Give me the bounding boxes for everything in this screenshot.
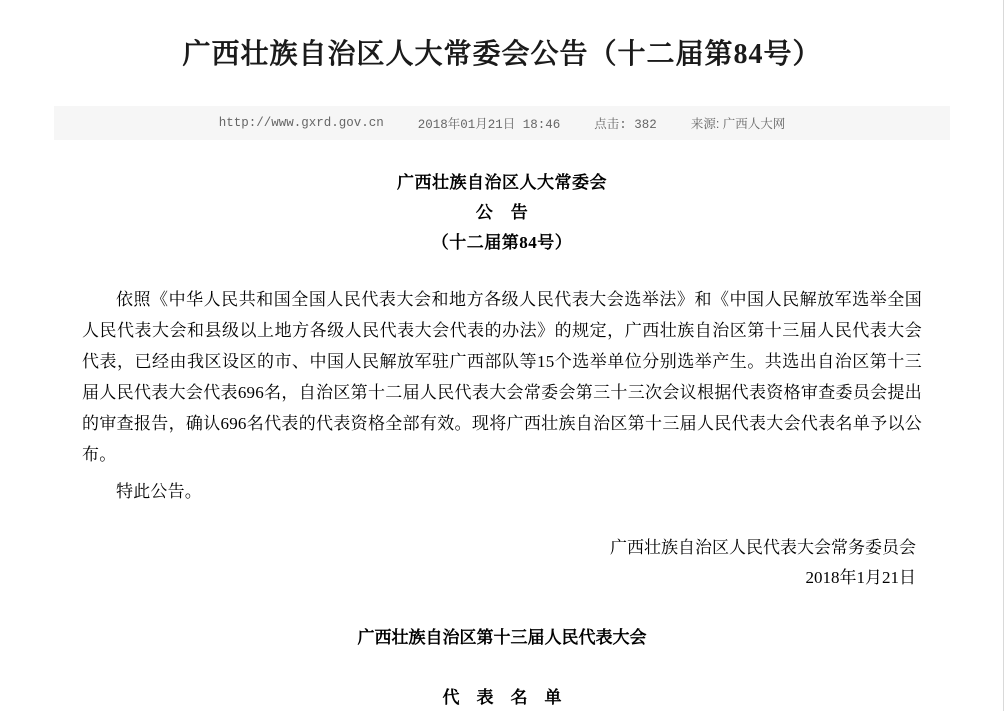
notice-number-line: （十二届第84号） bbox=[431, 233, 573, 252]
signature-organization: 广西壮族自治区人民代表大会常务委员会 bbox=[610, 538, 916, 557]
article-meta-bar bbox=[54, 106, 950, 140]
meta-hits: 点击: 382 bbox=[594, 118, 657, 132]
signature-block bbox=[82, 533, 922, 593]
signature-date: 2018年1月21日 bbox=[805, 568, 916, 587]
meta-source: 来源: 广西人大网 bbox=[690, 117, 786, 131]
meta-url[interactable]: http://www.gxrd.gov.cn bbox=[218, 116, 384, 130]
body-paragraph-2: 特此公告。 bbox=[116, 482, 202, 501]
roster-heading-line2: 代 表 名 单 bbox=[442, 688, 562, 707]
notice-type-line: 公 告 bbox=[475, 203, 529, 222]
notice-issuer-line: 广西壮族自治区人大常委会 bbox=[397, 173, 607, 192]
meta-datetime: 2018年01月21日 18:46 bbox=[417, 118, 561, 132]
page-title: 广西壮族自治区人大常委会公告（十二届第84号） bbox=[182, 39, 822, 70]
document-content bbox=[32, 0, 972, 713]
body-paragraph-1: 依照《中华人民共和国全国人民代表大会和地方各级人民代表大会选举法》和《中国人民解放军选举全国人民代表大会和县级以上地方各级人民代表大会代表的办法》的规定，广西壮族自治区第十三届人民代表大会代表，已经由我区设区的市、中国人民解放军驻广西部队等15个选举单位分别选举产生。共选出自治区第十三届人民代表大会代表696名，自治区第十二届人民代表大会常委会第三十三次会议根据代表资格审查委员会提出的审查报告，确认696名代表的代表资格全部有效。现将广西壮族自治区第十三届人民代表大会代表名单予以公布。 bbox=[82, 290, 922, 464]
roster-heading-line1: 广西壮族自治区第十三届人民代表大会 bbox=[357, 628, 647, 647]
article-body bbox=[32, 168, 972, 713]
